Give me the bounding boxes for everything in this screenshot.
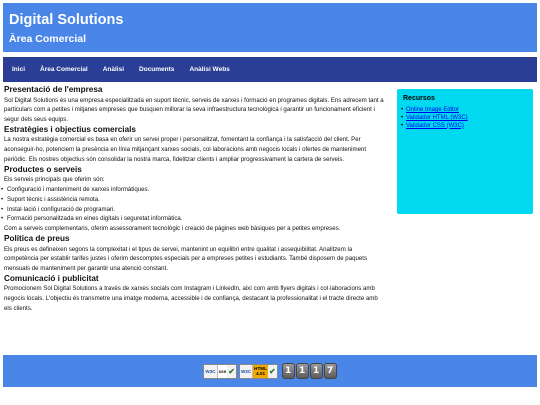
html-label-bottom: 4.01 [256, 371, 266, 376]
section-heading-presentacio: Presentació de l'empresa [4, 85, 103, 94]
css-label: css [217, 365, 228, 378]
checkmark-icon: ✔ [228, 366, 235, 376]
section-outro-serveis: Com a serveis complementaris, oferim assessorament tecnològic i creació de pàgines web bàsiques per a petites empreses. [4, 225, 341, 233]
nav-item-documents[interactable]: Documents [139, 66, 175, 73]
list-item: • Instal·lació i configuració de programari. [4, 205, 387, 215]
resources-sidebar [397, 89, 533, 214]
section-intro-serveis: Els serveis principals que oferim són: [4, 176, 105, 184]
section-heading-preus: Política de preus [4, 234, 70, 244]
main-content [4, 85, 387, 314]
list-item: • Configuració i manteniment de xarxes informàtiques. [4, 185, 387, 195]
counter-digit: 1 [282, 363, 295, 379]
checkmark-icon: ✔ [268, 366, 276, 376]
link-validador-html[interactable]: Validador HTML (W3C) [406, 114, 468, 121]
sidebar-link-item [402, 107, 468, 115]
section-heading-estrategies: Estratègies i objectius comercials [4, 124, 136, 134]
counter-digit: 7 [324, 363, 337, 379]
section-heading-serveis: Productes o serveis [4, 164, 82, 174]
html-label [252, 365, 268, 378]
nav-item-area-comercial[interactable]: Àrea Comercial [40, 66, 88, 73]
link-validador-css[interactable]: Validador CSS (W3C) [406, 122, 464, 129]
list-item: • Formació personalitzada en eines digitals i seguretat informàtica. [4, 214, 387, 224]
visit-counter [282, 363, 337, 379]
sidebar-link-item [402, 115, 468, 123]
main-nav [3, 57, 537, 82]
section-text-estrategies: La nostra estratègia comercial es basa en oferir un servei proper i personalitzat, fomentant la confiança i la satisfacció del client. Per aconseguir-ho, potenciem la presència en línia mitjançant xarxes socials, col·laboracions amb negocis locals i ofertes de manteniment periòdic. Els nostres objectius són consolidar la nostra marca, fidelitzar clients i ampliar progressivament la cartera de serveis. [4, 136, 367, 163]
section-text-presentacio: Sol Digital Solutions és una empresa especialitzada en suport tècnic, serveis de xarxes i formació en programes digitals. Ens adrecem tant a particulars com a petites i mitjanes empreses que busquen millorar la seva infraestructura tecnològica i garantir un funcionament eficient i segur dels seus equips. [4, 96, 384, 124]
nav-item-inici[interactable]: Inici [12, 66, 26, 73]
section-heading-publicitat: Comunicació i publicitat [4, 273, 99, 283]
counter-digit: 1 [296, 363, 309, 379]
list-item: • Suport tècnic i assistència remota. [4, 195, 387, 205]
link-online-image-editor[interactable]: Online Image Editor [406, 107, 460, 113]
html-label-top: HTML [254, 366, 267, 371]
sidebar-links [402, 107, 468, 130]
site-title: Digital Solutions [9, 12, 124, 28]
counter-digit: 1 [310, 363, 323, 379]
sidebar-heading: Recursos [403, 95, 435, 102]
nav-item-analisi-webs[interactable]: Anàlisi Webs [189, 66, 230, 73]
services-list [4, 185, 387, 224]
nav-item-analisi[interactable]: Anàlisi [102, 66, 125, 73]
sidebar-link-item [402, 123, 468, 131]
w3c-logo-text: W3C [205, 368, 216, 374]
site-header [3, 3, 537, 52]
w3c-logo-text: W3C [240, 368, 252, 374]
w3c-css-badge[interactable] [203, 364, 237, 379]
section-text-publicitat: Promocionem Sol Digital Solutions a través de xarxes socials com Instagram i LinkedIn, així com amb flyers digitals i col·laboracions amb negocis locals. L'objectiu és transmetre una imatge moderna, accessible i de confiança, destacant la professionalitat i el tracte directe amb els clients. [4, 285, 378, 313]
site-subtitle: Àrea Comercial [9, 33, 87, 45]
site-footer [3, 355, 537, 387]
w3c-html-badge[interactable] [239, 364, 278, 379]
section-text-preus: Els preus es defineixen segons la complexitat i el tipus de servei, mantenint un equilibri entre qualitat i assequibilitat. Analitzem la competència per establir tarifes justes i oferim descomptes especials per a empreses petites i estudiants. També disposem de paquets mensuals de manteniment per garantir una atenció constant. [4, 245, 367, 273]
